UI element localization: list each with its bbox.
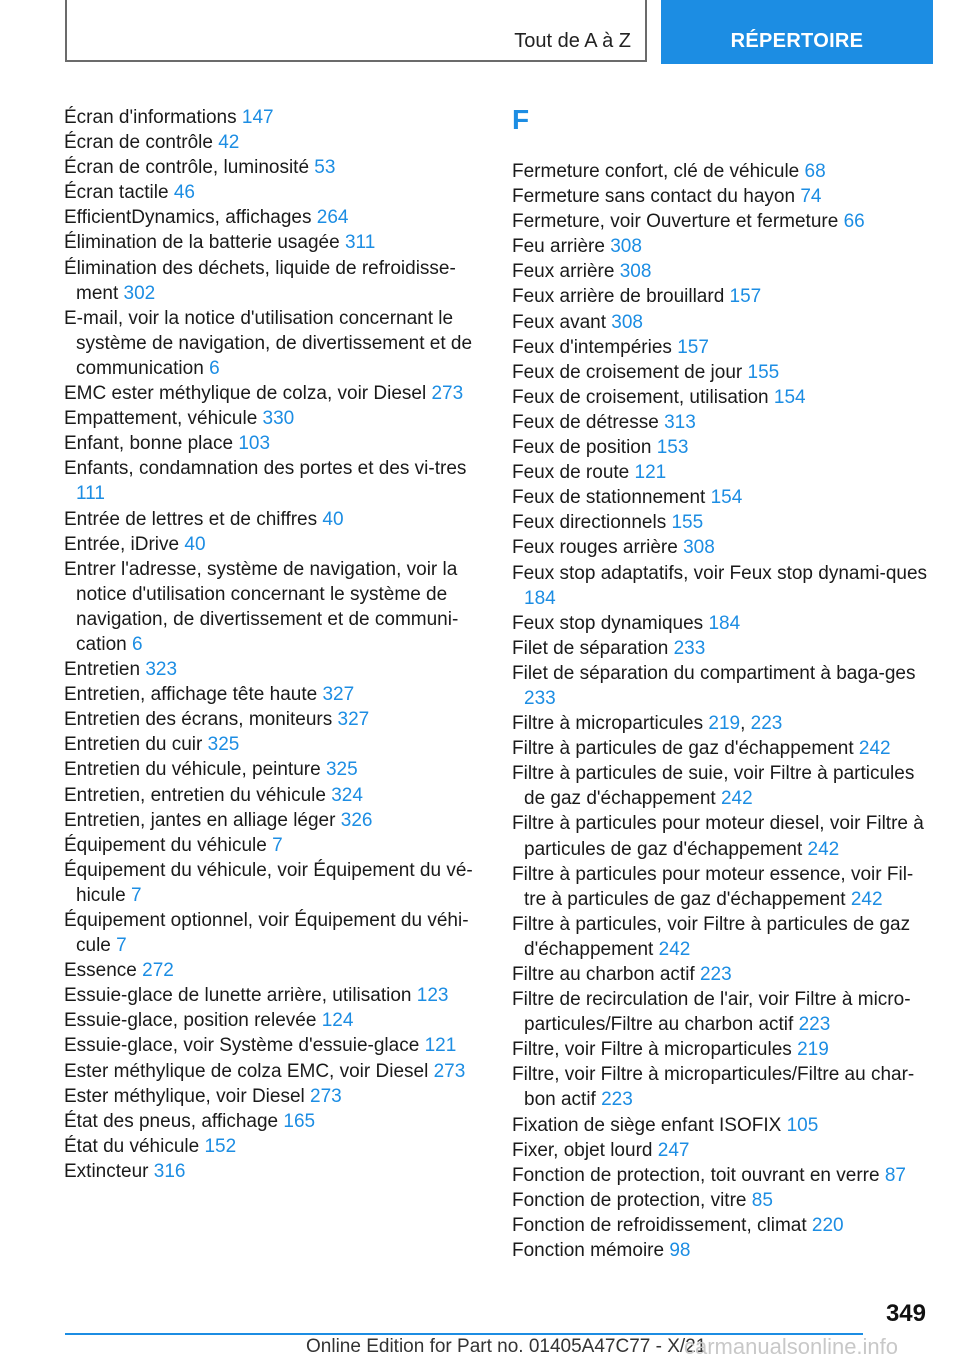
index-entry-text: Ester méthylique, voir Diesel xyxy=(64,1085,305,1107)
index-entry-text: État des pneus, affichage xyxy=(64,1110,279,1132)
index-entry xyxy=(512,761,932,811)
page-link[interactable]: 103 xyxy=(238,433,271,455)
index-entry xyxy=(512,1062,932,1112)
index-entry-text: Enfant, bonne place xyxy=(64,433,234,455)
index-entry xyxy=(512,385,932,410)
index-entry xyxy=(64,1109,482,1134)
index-entry xyxy=(512,862,932,912)
section-letter-heading: F xyxy=(512,104,530,135)
index-entry xyxy=(512,510,932,535)
page-link[interactable]: 7 xyxy=(130,884,142,906)
index-entry xyxy=(64,431,482,456)
footer-edition-text: Online Edition for Part no. 01405A47C77 - X/21 xyxy=(306,1336,707,1357)
index-entry xyxy=(512,661,932,711)
tab-repertoire-label: RÉPERTOIRE xyxy=(730,30,864,52)
index-entry-text: Feux arrière xyxy=(512,261,615,283)
page-link[interactable]: 242 xyxy=(807,838,840,860)
page-link[interactable]: 242 xyxy=(850,888,883,910)
index-entry-text: Feux de détresse xyxy=(512,411,659,433)
index-entry-text: Feux stop dynamiques xyxy=(512,612,704,634)
index-entry-text: Fonction mémoire xyxy=(512,1240,665,1262)
page-link[interactable]: 111 xyxy=(76,483,105,505)
index-entry xyxy=(64,557,482,657)
index-entry-text: Essuie-glace, voir Système d'essuie-glace xyxy=(64,1035,420,1057)
page-link[interactable]: 264 xyxy=(316,207,349,229)
page-link[interactable]: 327 xyxy=(337,709,370,731)
index-entry xyxy=(64,732,482,757)
index-entry-text: Feux arrière de brouillard xyxy=(512,286,725,308)
page-link[interactable]: 42 xyxy=(218,132,240,154)
page-link[interactable]: 330 xyxy=(262,408,295,430)
index-entry-text: Fixation de siège enfant ISOFIX xyxy=(512,1114,782,1136)
page-link[interactable]: 87 xyxy=(884,1164,906,1186)
page-link[interactable]: 98 xyxy=(669,1240,691,1262)
index-entry-text: Essuie-glace de lunette arrière, utilisation xyxy=(64,985,412,1007)
index-entry-text: Feux de route xyxy=(512,462,630,484)
page-link[interactable]: 46 xyxy=(173,182,195,204)
page-link[interactable]: 7 xyxy=(116,935,127,957)
page-link[interactable]: 247 xyxy=(657,1139,690,1161)
page-link[interactable]: 242 xyxy=(720,788,753,810)
index-entry-text: Écran tactile xyxy=(64,182,169,204)
header xyxy=(65,0,933,66)
page-link[interactable]: 154 xyxy=(710,487,743,509)
page-link[interactable]: 323 xyxy=(145,659,178,681)
page-link[interactable]: 223 xyxy=(601,1089,633,1111)
index-entry xyxy=(64,757,482,782)
index-entry-text: Essuie-glace, position relevée xyxy=(64,1010,317,1032)
page-link[interactable]: 85 xyxy=(751,1189,773,1211)
index-entry-text: Équipement du véhicule xyxy=(64,834,267,856)
index-entry-text: Entretien du cuir xyxy=(64,734,203,756)
index-entry xyxy=(512,335,932,360)
page-link[interactable]: 124 xyxy=(321,1010,354,1032)
index-entry-text: Ester méthylique de colza EMC, voir Diesel xyxy=(64,1060,429,1082)
index-entry xyxy=(64,682,482,707)
index-entry-text: Fermeture sans contact du hayon xyxy=(512,186,796,208)
index-entry xyxy=(512,736,932,761)
index-entry-text: Entretien, entretien du véhicule xyxy=(64,784,326,806)
index-entry xyxy=(512,636,932,661)
page-link[interactable]: 155 xyxy=(747,361,780,383)
index-entry xyxy=(512,460,932,485)
index-entry xyxy=(64,1134,482,1159)
index-entry xyxy=(512,535,932,560)
index-entry-text: Feu arrière xyxy=(512,236,605,258)
index-entry-text: Filtre à particules, voir Filtre à particules de gaz d'échappement xyxy=(512,913,911,960)
page-link[interactable]: 7 xyxy=(272,834,283,856)
index-entry xyxy=(512,1238,932,1263)
page-link[interactable]: 147 xyxy=(241,107,274,128)
index-entry xyxy=(512,284,932,309)
page-link[interactable]: 165 xyxy=(283,1110,316,1132)
index-entry-text: Fixer, objet lourd xyxy=(512,1139,653,1161)
index-entry xyxy=(64,983,482,1008)
index-column-left xyxy=(64,105,482,1184)
index-entry-text: Élimination des déchets, liquide de refroidisse-ment xyxy=(64,257,456,304)
page-link[interactable]: 105 xyxy=(786,1114,819,1136)
index-entry-text: Enfants, condamnation des portes et des vi-tres xyxy=(64,458,467,480)
index-entry-text: Filtre de recirculation de l'air, voir Filtre à micro-particules/Filtre au charbon actif xyxy=(512,989,911,1036)
index-column-right xyxy=(512,105,932,1263)
index-entry-text: Feux avant xyxy=(512,311,606,333)
index-entry xyxy=(64,808,482,833)
page-link[interactable]: 123 xyxy=(416,985,449,1007)
index-entry xyxy=(64,958,482,983)
index-entry-text: Empattement, véhicule xyxy=(64,408,258,430)
page-link[interactable]: 157 xyxy=(677,336,709,358)
index-entry-text: Essence xyxy=(64,960,137,982)
index-entry-text: Feux de stationnement xyxy=(512,487,706,509)
index-entry-text: Filtre à particules de suie, voir Filtre à particules de gaz d'échappement xyxy=(512,763,915,810)
index-entry xyxy=(512,1138,932,1163)
index-entry-text: EfficientDynamics, affichages xyxy=(64,207,312,229)
index-entry-text: Fonction de protection, vitre xyxy=(512,1189,747,1211)
index-entry xyxy=(64,507,482,532)
page-link[interactable]: 273 xyxy=(433,1060,466,1082)
index-entry-text: Feux stop adaptatifs, voir Feux stop dynami-ques xyxy=(512,562,928,584)
page-link[interactable]: 233 xyxy=(673,637,706,659)
index-entry-text: Fonction de refroidissement, climat xyxy=(512,1214,807,1236)
index-entry xyxy=(64,105,482,130)
index-entry xyxy=(512,611,932,636)
page-link[interactable]: 313 xyxy=(664,411,696,433)
index-entry xyxy=(64,532,482,557)
index-entry-text: Écran d'informations xyxy=(64,107,237,128)
page-link[interactable]: 272 xyxy=(142,960,174,982)
index-entry xyxy=(64,908,482,958)
index-entry xyxy=(64,1008,482,1033)
index-entry-text: Filtre à particules pour moteur diesel, voir Filtre à particules de gaz d'échappement xyxy=(512,813,924,860)
index-entry xyxy=(512,962,932,987)
page-link[interactable]: 6 xyxy=(209,357,220,379)
index-entry-text: Équipement du véhicule, voir Équipement du vé-hicule xyxy=(64,859,473,906)
index-entry xyxy=(512,234,932,259)
tab-alphabetical-index-label: Tout de A à Z xyxy=(514,30,631,52)
index-entry-text: EMC ester méthylique de colza, voir Diesel xyxy=(64,383,427,405)
index-entry-text: Fermeture, voir Ouverture et fermeture xyxy=(512,211,839,233)
index-entry xyxy=(512,561,932,611)
index-entry xyxy=(64,180,482,205)
index-entry xyxy=(512,410,932,435)
index-entry xyxy=(512,987,932,1037)
index-entry-text: Équipement optionnel, voir Équipement du véhi-cule xyxy=(64,910,469,957)
page-link[interactable]: 6 xyxy=(131,633,143,655)
page-link[interactable]: 121 xyxy=(634,462,667,484)
page-link[interactable]: 40 xyxy=(184,533,206,555)
page-link[interactable]: 324 xyxy=(331,784,363,806)
page-link[interactable]: 121 xyxy=(424,1035,457,1057)
index-entry xyxy=(512,259,932,284)
page-link[interactable]: 325 xyxy=(207,734,240,756)
index-entry-text: Fermeture confort, clé de véhicule xyxy=(512,161,800,182)
index-entry xyxy=(64,833,482,858)
page-link[interactable]: 68 xyxy=(804,161,826,182)
page-link[interactable]: 184 xyxy=(708,612,741,634)
index-entry xyxy=(512,435,932,460)
index-entry xyxy=(64,1059,482,1084)
index-entry xyxy=(512,485,932,510)
page-link[interactable]: 308 xyxy=(619,261,652,283)
page-link[interactable]: 302 xyxy=(123,282,156,304)
index-entry-text: Entretien xyxy=(64,659,141,681)
page-link[interactable]: 154 xyxy=(773,386,806,408)
page-link[interactable]: 219 xyxy=(797,1039,829,1061)
index-entry xyxy=(64,783,482,808)
index-entry xyxy=(512,1188,932,1213)
index-entry xyxy=(64,707,482,732)
index-entry-text: Entretien, affichage tête haute xyxy=(64,684,318,706)
index-entry-text: Fonction de protection, toit ouvrant en verre xyxy=(512,1164,880,1186)
index-entry-text: Filtre à particules pour moteur essence, voir Fil-tre à particules de gaz d'échappement xyxy=(512,863,914,910)
page-link[interactable]: 311 xyxy=(344,232,376,254)
index-entry xyxy=(512,310,932,335)
page-link[interactable]: 273 xyxy=(310,1085,342,1107)
page-link[interactable]: 223 xyxy=(798,1014,831,1036)
index-entry-text: Feux de position xyxy=(512,437,652,459)
page-link[interactable]: 219 xyxy=(708,713,741,735)
index-entry-text: Feux de croisement de jour xyxy=(512,361,743,383)
index-entry-text: Filtre à particules de gaz d'échappement xyxy=(512,738,854,760)
page-link[interactable]: 53 xyxy=(314,157,336,179)
index-entry-text: Filtre, voir Filtre à microparticules/Filtre au char-bon actif xyxy=(512,1064,915,1111)
page-link[interactable]: 74 xyxy=(800,186,822,208)
page-link[interactable]: 308 xyxy=(610,236,642,258)
page-link[interactable]: 184 xyxy=(524,587,556,609)
index-entry xyxy=(512,1213,932,1238)
index-entry-text: E-mail, voir la notice d'utilisation concernant le système de navigation, de divertissement et de communication xyxy=(64,307,473,379)
index-entry-text: Filtre au charbon actif xyxy=(512,964,695,985)
index-entry-text: Feux rouges arrière xyxy=(512,537,678,559)
page-link[interactable]: 308 xyxy=(611,311,643,333)
index-entry xyxy=(64,1033,482,1058)
index-entry-text: Entrée de lettres et de chiffres xyxy=(64,508,318,530)
tab-repertoire[interactable] xyxy=(661,0,933,64)
watermark: carmanualsonline.info xyxy=(684,1334,899,1359)
index-entry xyxy=(512,1037,932,1062)
page-number: 349 xyxy=(885,1300,926,1327)
index-entry xyxy=(64,155,482,180)
page-link[interactable]: 242 xyxy=(658,938,691,960)
index-entry-text: Entretien des écrans, moniteurs xyxy=(64,709,333,731)
page-link[interactable]: 223 xyxy=(750,713,783,735)
index-entry xyxy=(64,1084,482,1109)
index-entry xyxy=(64,456,482,506)
index-entry xyxy=(64,130,482,155)
page-link[interactable]: 273 xyxy=(431,383,464,405)
page-link[interactable]: 153 xyxy=(656,437,689,459)
index-entry-text: Entrer l'adresse, système de navigation, voir la notice d'utilisation concernant le système de navigation, de divertissement et de communi-cation xyxy=(64,558,459,655)
index-entry xyxy=(64,858,482,908)
page-link[interactable]: 157 xyxy=(729,286,762,308)
page-link[interactable]: 326 xyxy=(340,809,373,831)
index-entry xyxy=(64,381,482,406)
index-entry-text: Entretien, jantes en alliage léger xyxy=(64,809,336,831)
index-entry-text: Feux de croisement, utilisation xyxy=(512,386,769,408)
index-entry xyxy=(64,406,482,431)
page-link[interactable]: 66 xyxy=(843,211,865,233)
index-entry-text: Écran de contrôle, luminosité xyxy=(64,157,310,179)
index-entry xyxy=(64,657,482,682)
index-entry-text: Écran de contrôle xyxy=(64,132,213,154)
index-entry xyxy=(64,205,482,230)
index-entry xyxy=(64,306,482,381)
index-entry xyxy=(64,230,482,255)
index-entry-text: Filtre à microparticules xyxy=(512,713,704,735)
index-entry xyxy=(512,711,932,736)
index-entry xyxy=(512,184,932,209)
index-entries-f xyxy=(512,159,932,1263)
index-entry-text: Feux directionnels xyxy=(512,512,667,534)
index-entry xyxy=(512,912,932,962)
index-entry xyxy=(512,1163,932,1188)
index-entry-text: Filet de séparation xyxy=(512,637,669,659)
index-entry xyxy=(512,811,932,861)
page-link[interactable]: 327 xyxy=(322,684,355,706)
index-entry-text: Filet de séparation du compartiment à baga-ges xyxy=(512,662,916,684)
index-entry xyxy=(64,1159,482,1184)
page-link[interactable]: 220 xyxy=(811,1214,844,1236)
index-entry xyxy=(512,360,932,385)
index-entry xyxy=(64,256,482,306)
page-link[interactable]: 242 xyxy=(858,738,891,760)
index-entry xyxy=(512,1113,932,1138)
index-entry-text: État du véhicule xyxy=(64,1135,200,1157)
index-entry-text: Feux d'intempéries xyxy=(512,336,672,358)
page-link[interactable]: 155 xyxy=(671,512,704,534)
index-entry xyxy=(512,159,932,184)
page-link[interactable]: 308 xyxy=(683,537,715,559)
page-link[interactable]: 152 xyxy=(204,1135,237,1157)
page-link[interactable]: 316 xyxy=(153,1160,186,1182)
page-link[interactable]: 223 xyxy=(699,964,732,985)
index-entry-text: Extincteur xyxy=(64,1160,149,1182)
page-link[interactable]: 40 xyxy=(322,508,344,530)
index-entry xyxy=(512,209,932,234)
tab-alphabetical-index[interactable] xyxy=(65,0,647,62)
index-entry-text: Entrée, iDrive xyxy=(64,533,180,555)
index-entry-text: Élimination de la batterie usagée xyxy=(64,232,340,254)
index-entry-text: Entretien du véhicule, peinture xyxy=(64,759,321,781)
page-link[interactable]: 325 xyxy=(325,759,358,781)
page-link[interactable]: 233 xyxy=(524,687,556,709)
page-separator: , xyxy=(740,713,746,735)
index-entry-text: Filtre, voir Filtre à microparticules xyxy=(512,1039,792,1061)
